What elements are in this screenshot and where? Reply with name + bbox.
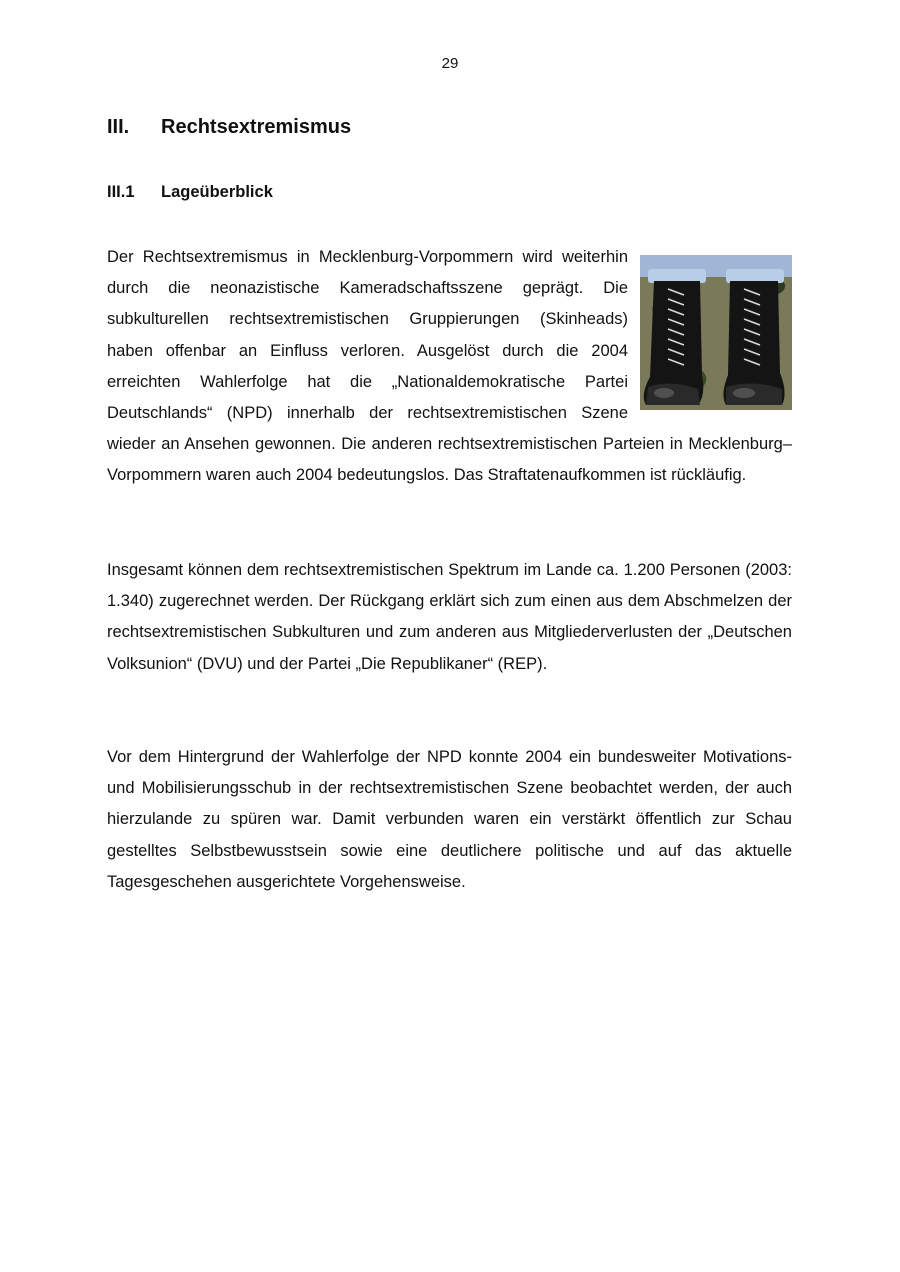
combat-boots-photo: [640, 255, 792, 410]
section-title: Rechtsextremismus: [161, 116, 352, 138]
subsection-title: Lageüberblick: [161, 183, 273, 201]
paragraph-2: Insgesamt können dem rechtsextremistischen Spektrum im Lande ca. 1.200 Personen (2003: 1.340) zugerechnet werden. Der Rückgang erklärt sich zum einen aus dem Abschmelzen der rechtsextremistischen Subkulturen und zum anderen aus Mitgliederverlusten der „Deutschen Volksunion“ (DVU) und der Partei „Die Republikaner“ (REP).: [107, 561, 792, 673]
subsection-heading: [107, 183, 273, 202]
combat-boots-icon: [640, 255, 792, 410]
subsection-number: III.1: [107, 183, 135, 201]
page-number: 29: [441, 55, 459, 72]
section-heading: [107, 116, 351, 139]
paragraph-1-container: [107, 242, 792, 492]
paragraph-3: Vor dem Hintergrund der Wahlerfolge der NPD konnte 2004 ein bundesweiter Motivations- und Mobilisierungsschub in der rechtsextremistischen Szene beobachtet werden, der auch hierzulande zu spüren war. Damit verbunden waren ein verstärkt öffentlich zur Schau gestelltes Selbstbewusstsein sowie eine deutlichere politische und auf das aktuelle Tagesgeschehen ausgerichtete Vorgehensweise.: [107, 748, 792, 891]
section-number: III.: [107, 116, 130, 138]
paragraph-1: Der Rechtsextremismus in Mecklenburg-Vorpommern wird weiterhin durch die neonazistische Kameradschaftsszene geprägt. Die subkulturellen rechtsextremistischen Gruppierungen (Skinheads) haben offenbar an Einfluss verloren. Ausgelöst durch die 2004 erreichten Wahlerfolge hat die „Nationaldemokratische Partei Deutschlands“ (NPD) innerhalb der rechtsextremistischen Szene wieder an Ansehen gewonnen. Die anderen rechtsextremistischen Parteien in Mecklenburg–Vorpommern waren auch 2004 bedeutungslos. Das Straftatenaufkommen ist rückläufig.: [107, 248, 792, 485]
